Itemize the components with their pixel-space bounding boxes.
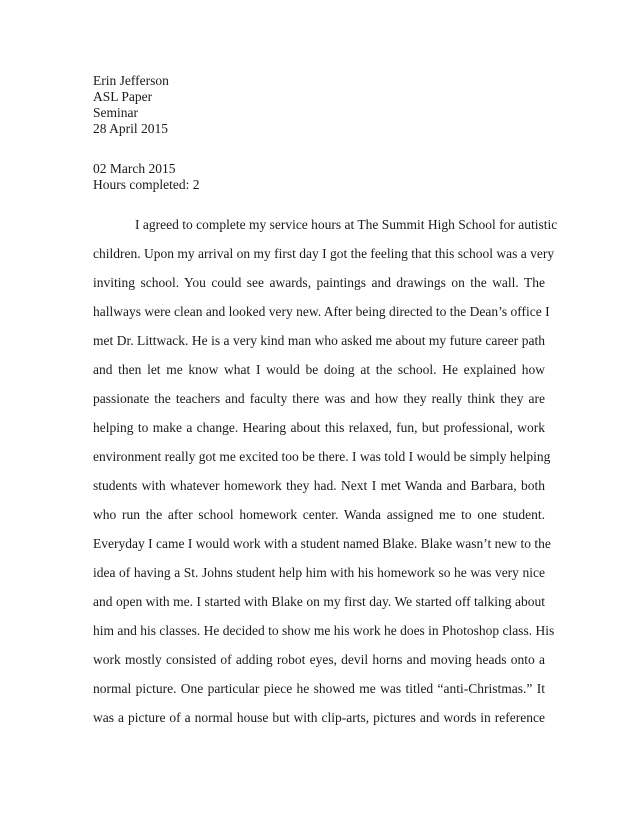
paragraph-line: who run the after school homework center. Wanda assigned me to one student. (93, 507, 545, 522)
paragraph-line: environment really got me excited too be there. I was told I would be simply helping (93, 449, 551, 464)
paragraph-line: idea of having a St. Johns student help him with his homework so he was very nice (93, 565, 545, 580)
paragraph-line: met Dr. Littwack. He is a very kind man who asked me about my future career path (93, 333, 545, 348)
paragraph-line: helping to make a change. Hearing about this relaxed, fun, but professional, work (93, 420, 545, 435)
body-paragraph (93, 210, 558, 732)
paragraph-line: hallways were clean and looked very new. After being directed to the Dean’s office I (93, 304, 550, 319)
paragraph-line: was a picture of a normal house but with clip-arts, pictures and words in reference (93, 710, 545, 725)
paper-date: 28 April 2015 (93, 121, 169, 136)
course-title: ASL Paper (93, 89, 153, 104)
paper-heading (93, 73, 169, 137)
log-date: 02 March 2015 (93, 161, 176, 176)
paragraph-line: normal picture. One particular piece he showed me was titled “anti-Christmas.” It (93, 681, 545, 696)
paragraph-line: him and his classes. He decided to show me his work he does in Photoshop class. His (93, 623, 555, 638)
paragraph-line: work mostly consisted of adding robot eyes, devil horns and moving heads onto a (93, 652, 545, 667)
paragraph-line: I agreed to complete my service hours at The Summit High School for autistic (135, 217, 558, 232)
hours-completed: Hours completed: 2 (93, 177, 200, 192)
paragraph-line: children. Upon my arrival on my first day I got the feeling that this school was a very (93, 246, 555, 261)
section-name: Seminar (93, 105, 138, 120)
paragraph-line: passionate the teachers and faculty there was and how they really think they are (93, 391, 545, 406)
paragraph-line: Everyday I came I would work with a student named Blake. Blake wasn’t new to the (93, 536, 551, 551)
paragraph-line: inviting school. You could see awards, paintings and drawings on the wall. The (93, 275, 545, 290)
author-name: Erin Jefferson (93, 73, 169, 88)
paragraph-line: and then let me know what I would be doing at the school. He explained how (93, 362, 545, 377)
service-log-entry (93, 161, 199, 193)
paragraph-line: students with whatever homework they had. Next I met Wanda and Barbara, both (93, 478, 545, 493)
paragraph-line: and open with me. I started with Blake on my first day. We started off talking about (93, 594, 545, 609)
